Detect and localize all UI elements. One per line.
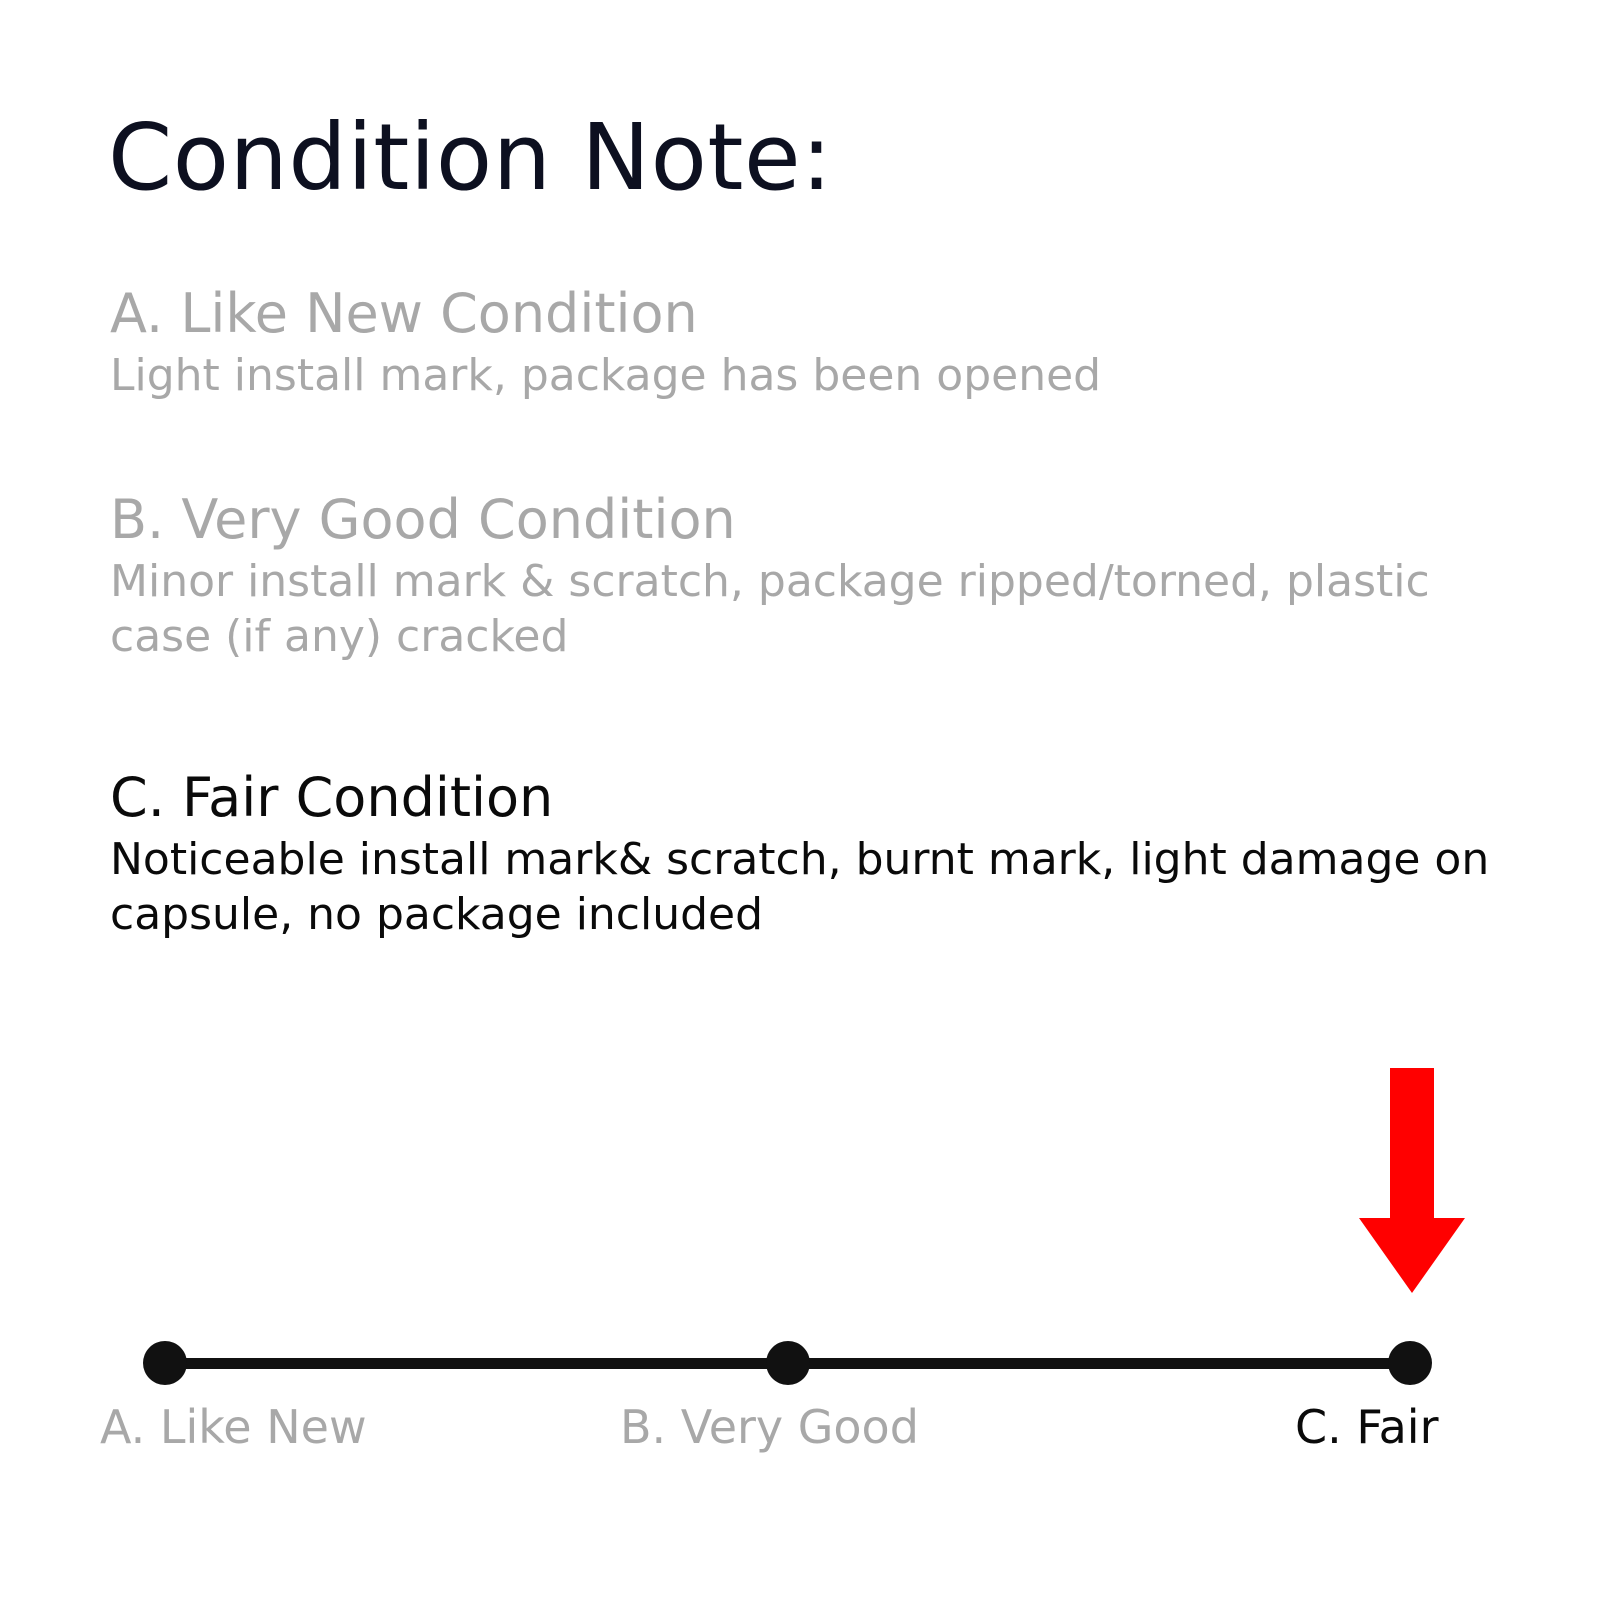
page-title: Condition Note: <box>108 104 833 211</box>
scale-point-c[interactable] <box>1388 1341 1432 1385</box>
condition-a-heading: A. Like New Condition <box>110 282 698 345</box>
condition-b-description: Minor install mark & scratch, package ripped/torned, plastic case (if any) cracked <box>110 556 1430 663</box>
scale-point-a[interactable] <box>143 1341 187 1385</box>
scale-label-b: B. Very Good <box>620 1400 919 1454</box>
scale-label-c: C. Fair <box>1295 1400 1439 1454</box>
scale-point-b[interactable] <box>766 1341 810 1385</box>
condition-c-description: Noticeable install mark& scratch, burnt mark, light damage on capsule, no package included <box>110 834 1490 941</box>
condition-block-c <box>110 768 1530 942</box>
condition-a-description: Light install mark, package has been opened <box>110 350 1102 402</box>
condition-c-heading: C. Fair Condition <box>110 766 554 829</box>
scale-label-a: A. Like New <box>100 1400 367 1454</box>
down-arrow-icon <box>1357 1068 1467 1298</box>
condition-block-b <box>110 490 1530 664</box>
condition-scale <box>0 1280 1600 1480</box>
condition-b-heading: B. Very Good Condition <box>110 488 736 551</box>
condition-block-a <box>110 284 1530 403</box>
